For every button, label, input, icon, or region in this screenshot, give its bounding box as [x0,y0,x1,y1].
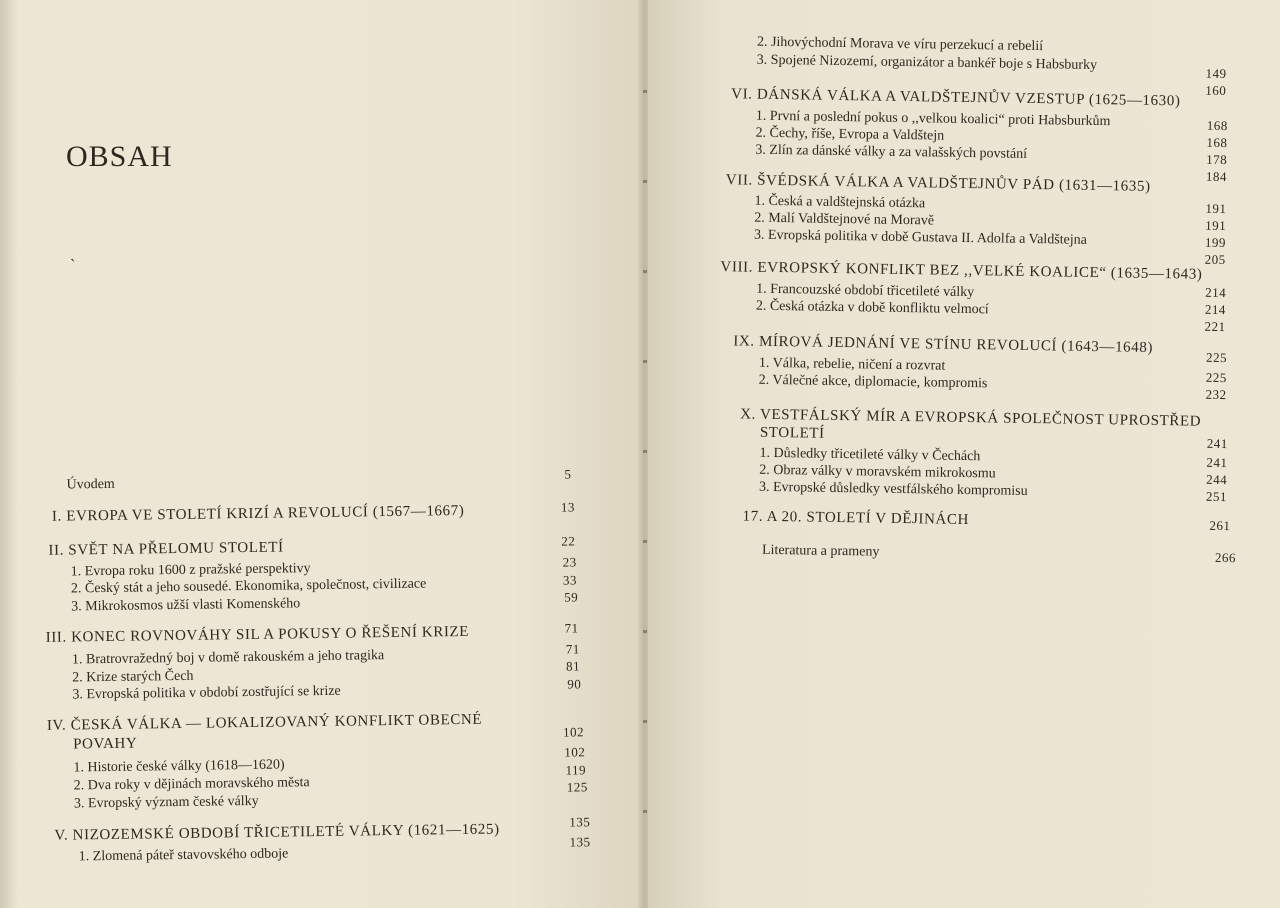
toc-subentry: 2. Jihovýchodní Morava ve víru perzekucí a rebelií [756,34,1044,55]
page-number: 205 [1204,251,1226,268]
ink-mark: ˎ [70,245,76,262]
page-number: 168 [1206,117,1228,134]
page-number: 244 [1206,471,1228,488]
toc-subentry: 1. Bratrovražedný boj v domě rakouském a jeho tragika [71,648,385,668]
toc-subentry: 1. Francouzské období třicetileté války [756,281,975,301]
page-number: 214 [1205,284,1227,301]
page-number: 266 [1214,549,1237,566]
toc-chapter-3: III. KONEC ROVNOVÁHY SIL A POKUSY O ŘEŠENÍ KRIZE [45,623,470,646]
toc-subentry: 1. Důsledky třicetileté války v Čechách [759,445,981,465]
page-number: 90 [567,676,582,692]
page-number: 81 [566,658,581,674]
page-number: 22 [561,533,576,549]
page-number: 5 [564,466,572,482]
page-number: 261 [1209,517,1231,534]
page-number: 71 [564,620,579,636]
page-number: 241 [1206,435,1228,452]
page-number: 23 [562,554,577,570]
toc-chapter-end: 17. A 20. STOLETÍ V DĚJINÁCH [742,508,970,529]
toc-chapter-8: VIII. EVROPSKÝ KONFLIKT BEZ ,,VELKÉ KOALICE“ (1635—1643) [720,259,1203,283]
toc-subentry: 2. Malí Valdštejnové na Moravě [754,210,935,229]
toc-subentry: 3. Evropská politika v období zostřující se krize [72,683,341,703]
toc-subentry: 3. Evropská politika v době Gustava II. Adolfa a Valdštejna [753,227,1088,248]
toc-chapter-9: IX. MÍROVÁ JEDNÁNÍ VE STÍNU REVOLUCÍ (1643—1648) [733,333,1154,356]
toc-chapter-1: I. EVROPA VE STOLETÍ KRIZÍ A REVOLUCÍ (1567—1667) [51,502,465,525]
binding-stitch [643,270,647,273]
page-number: 125 [566,779,588,795]
page-number: 59 [564,589,579,605]
toc-subentry: 3. Mikrokosmos užší vlasti Komenského [71,596,301,615]
page-number: 119 [565,762,587,778]
page-number: 13 [560,499,575,515]
toc-chapter-7: VII. ŠVÉDSKÁ VÁLKA A VALDŠTEJNŮV PÁD (1631—1635) [725,172,1151,195]
binding-stitch [643,450,647,453]
page-number: 168 [1206,134,1228,151]
page-number: 232 [1205,386,1227,403]
page-title: OBSAH [66,140,173,173]
page-number: 160 [1205,82,1227,99]
toc-subentry: 3. Zlín za dánské války a za valašských povstání [755,142,1028,162]
page-number: 178 [1206,151,1228,168]
toc-chapter-10-cont: STOLETÍ [759,424,825,442]
page-number: 225 [1206,349,1228,366]
toc-subentry: 1. Evropa roku 1600 z pražské perspektivy [70,561,311,580]
binding-stitch [643,180,647,183]
toc-entry-intro: Úvodem [66,476,115,493]
page-number: 184 [1205,168,1228,185]
right-page [648,0,1280,908]
page-number: 251 [1205,488,1228,505]
toc-subentry: 1. Historie české války (1618—1620) [73,757,285,776]
toc-chapter-10: X. VESTFÁLSKÝ MÍR A EVROPSKÁ SPOLEČNOST UPROSTŘED [740,406,1202,430]
page-number: 199 [1204,234,1227,251]
toc-subentry: 2. Krize starých Čech [72,668,194,686]
toc-subentry: 1. Válka, rebelie, ničení a rozvrat [758,355,946,374]
toc-subentry: 2. Český stát a jeho sousedé. Ekonomika, společnost, civilizace [70,576,427,597]
page-number: 191 [1205,200,1227,217]
toc-chapter-4: IV. ČESKÁ VÁLKA — LOKALIZOVANÝ KONFLIKT OBECNÉ [46,711,483,734]
binding-stitch [643,630,647,633]
page-number: 241 [1206,454,1228,471]
toc-subentry: 2. Válečné akce, diplomacie, kompromis [758,372,988,392]
toc-subentry: 2. Obraz války v moravském mikrokosmu [759,462,996,482]
page-number: 102 [562,724,585,740]
toc-chapter-5: V. NIZOZEMSKÉ OBDOBÍ TŘICETILETÉ VÁLKY (1621—1625) [54,821,500,844]
page-number: 102 [564,744,586,760]
toc-subentry: 3. Evropské důsledky vestfálského kompromisu [758,479,1028,499]
toc-chapter-2: II. SVĚT NA PŘELOMU STOLETÍ [48,539,284,559]
toc-entry-literature: Literatura a prameny [761,542,880,560]
toc-subentry: 1. Česká a valdštejnská otázka [754,193,926,212]
binding-stitch [643,90,647,93]
toc-subentry: 2. Dva roky v dějinách moravského města [73,775,310,794]
binding-stitch [643,540,647,543]
binding-stitch [643,810,647,813]
page-number: 191 [1205,217,1227,234]
toc-subentry: 2. Čechy, říše, Evropa a Valdštejn [755,125,945,144]
page-number: 135 [569,834,591,850]
toc-right [648,0,1280,908]
toc-chapter-6: VI. DÁNSKÁ VÁLKA A VALDŠTEJNŮV VZESTUP (1625—1630) [731,86,1181,110]
binding-stitch [643,360,647,363]
binding-stitch [643,720,647,723]
page-number: 225 [1205,369,1227,386]
page-number: 71 [565,641,580,657]
toc-subentry: 1. První a poslední pokus o ,,velkou koalici“ proti Habsburkům [755,108,1111,130]
toc-subentry: 1. Zlomená páteř stavovského odboje [78,846,289,865]
page-number: 149 [1205,65,1227,82]
page-number: 214 [1204,301,1226,318]
page-number: 33 [562,572,578,588]
page-number: 135 [569,814,591,830]
toc-subentry: 3. Spojené Nizozemí, organizátor a bankéř boje s Habsburky [756,52,1098,73]
toc-chapter-4-cont: POVAHY [73,735,138,753]
toc-subentry: 2. Česká otázka v době konfliktu velmocí [755,298,989,318]
page-number: 221 [1204,318,1226,335]
toc-subentry: 3. Evropský význam české války [73,793,259,812]
